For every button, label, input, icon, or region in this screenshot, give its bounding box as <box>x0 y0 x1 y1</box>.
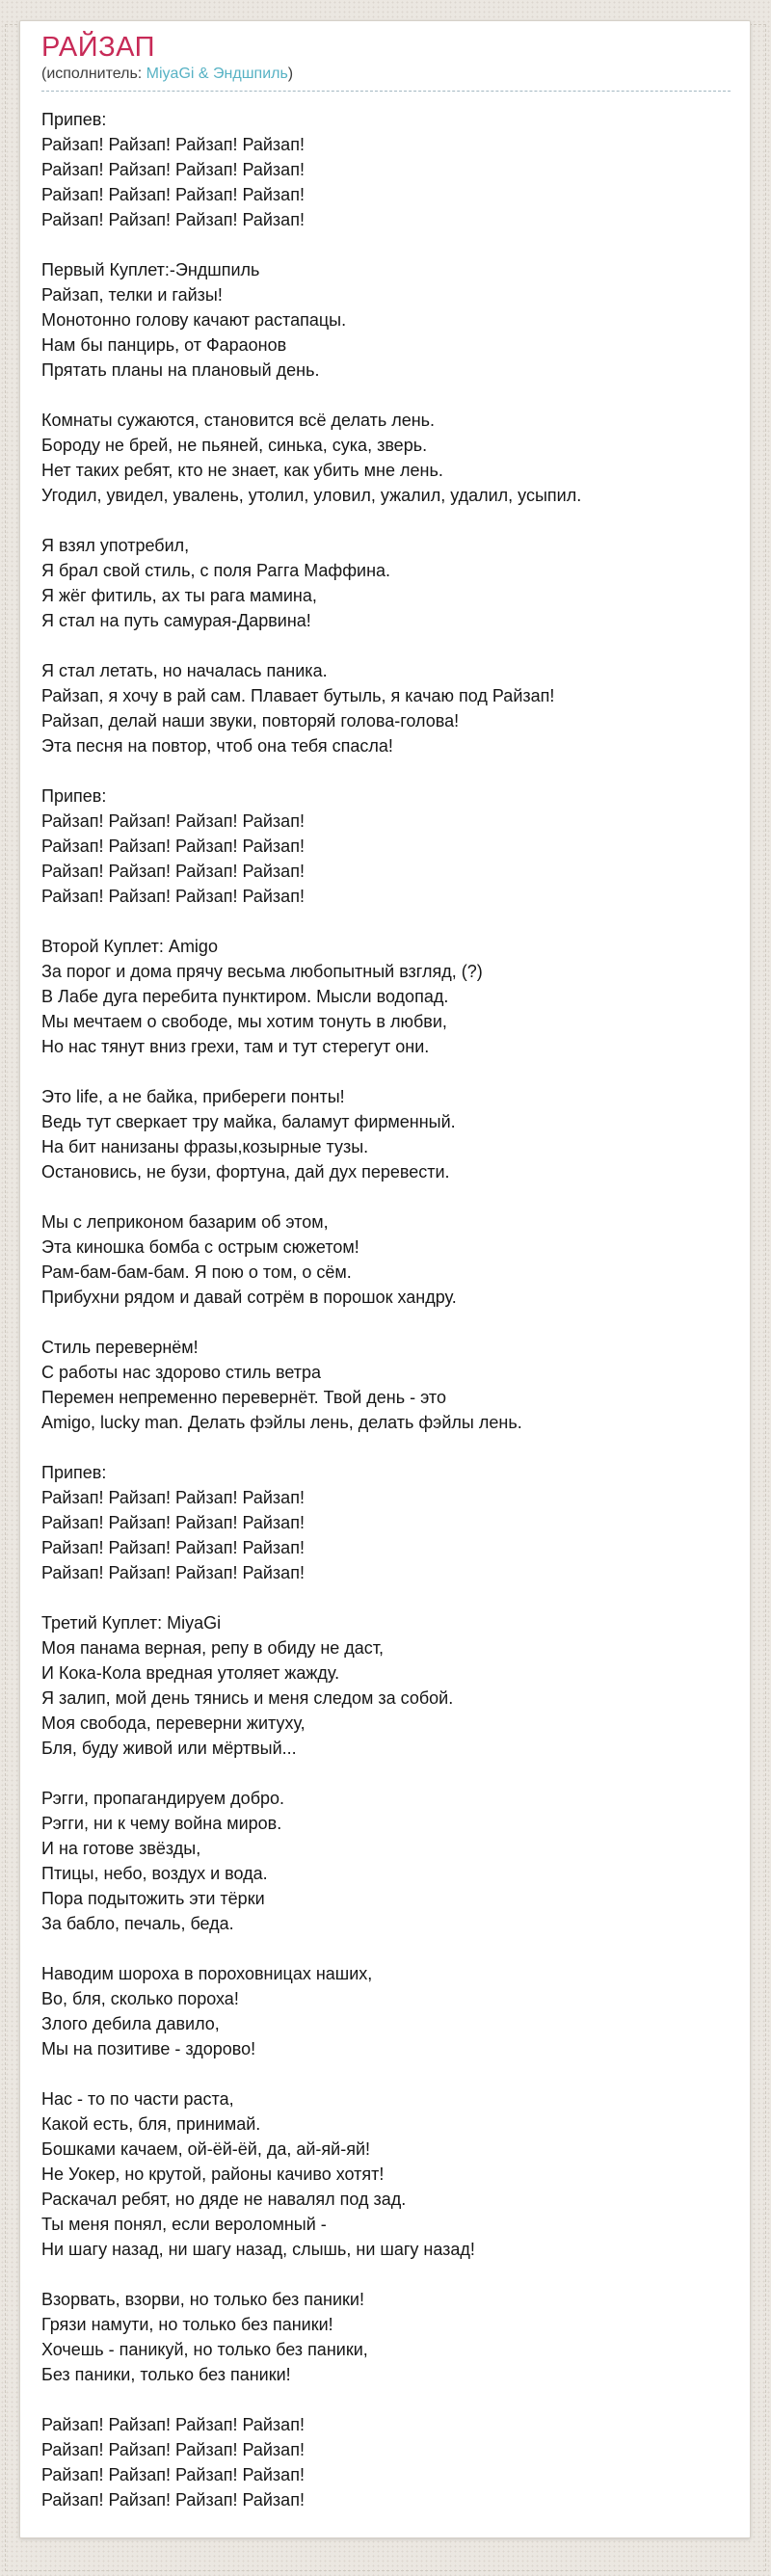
page <box>0 20 771 2576</box>
lyrics-line: Райзап! Райзап! Райзап! Райзап! <box>41 2490 305 2510</box>
lyrics-line: Райзап! Райзап! Райзап! Райзап! <box>41 887 305 906</box>
lyrics-line: Эта киношка бомба с острым сюжетом! <box>41 1237 359 1257</box>
lyrics-line: Райзап! Райзап! Райзап! Райзап! <box>41 185 305 204</box>
lyrics-line: Я стал летать, но началась паника. <box>41 661 328 680</box>
artist-line <box>41 66 731 92</box>
lyrics-line: Бошками качаем, ой-ёй-ёй, да, ай-яй-яй! <box>41 2139 370 2159</box>
lyrics-line: Пора подытожить эти тёрки <box>41 1889 265 1908</box>
lyrics-line: Третий Куплет: MiyaGi <box>41 1613 222 1633</box>
lyrics-line: За бабло, печаль, беда. <box>41 1914 234 1933</box>
lyrics-line: Остановись, не бузи, фортуна, дай дух перевести. <box>41 1162 450 1182</box>
artist-label-prefix: (исполнитель: <box>41 66 146 82</box>
lyrics-line: Монотонно голову качают растапацы. <box>41 310 347 330</box>
lyrics-line: Моя свобода, переверни житуху, <box>41 1713 306 1733</box>
lyrics-line: Прибухни рядом и давай сотрём в порошок хандру. <box>41 1288 457 1307</box>
lyrics-line: И Кока-Кола вредная утоляет жажду. <box>41 1663 340 1683</box>
lyrics-line: Рэгги, ни к чему война миров. <box>41 1814 282 1833</box>
lyrics-line: Без паники, только без паники! <box>41 2365 291 2384</box>
lyrics-line: Угодил, увидел, увалень, утолил, уловил, ужалил, удалил, усыпил. <box>41 486 582 505</box>
lyrics-line: Но нас тянут вниз грехи, там и тут стерегут они. <box>41 1037 430 1056</box>
lyrics-line: Райзап! Райзап! Райзап! Райзап! <box>41 837 305 856</box>
lyrics-line: На бит нанизаны фразы,козырные тузы. <box>41 1137 369 1156</box>
lyrics-line: С работы нас здорово стиль ветра <box>41 1363 322 1382</box>
lyrics-line: Комнаты сужаются, становится всё делать лень. <box>41 411 436 430</box>
lyrics-line: Райзап! Райзап! Райзап! Райзап! <box>41 2440 305 2459</box>
lyrics-line: Это life, а не байка, прибереги понты! <box>41 1087 345 1106</box>
lyrics-text <box>41 107 731 2512</box>
lyrics-line: Птицы, небо, воздух и вода. <box>41 1864 268 1883</box>
lyrics-line: Райзап! Райзап! Райзап! Райзап! <box>41 135 305 154</box>
lyrics-line: Райзап! Райзап! Райзап! Райзап! <box>41 210 305 229</box>
lyrics-line: Райзап! Райзап! Райзап! Райзап! <box>41 1538 305 1557</box>
lyrics-line: Райзап, телки и гайзы! <box>41 285 223 305</box>
lyrics-line: Я взял употребил, <box>41 536 190 555</box>
lyrics-line: Райзап! Райзап! Райзап! Райзап! <box>41 1563 305 1582</box>
lyrics-line: Мы на позитиве - здорово! <box>41 2039 256 2058</box>
song-title: РАЙЗАП <box>41 32 155 63</box>
lyrics-line: Amigo, lucky man. Делать фэйлы лень, делать фэйлы лень. <box>41 1413 522 1432</box>
stanza <box>41 1460 731 1585</box>
stanza <box>41 533 731 633</box>
lyrics-line: Раскачал ребят, но дяде не навалял под зад. <box>41 2190 407 2209</box>
lyrics-line: Я жёг фитиль, ах ты рага мамина, <box>41 586 317 605</box>
lyrics-line: За порог и дома прячу весьма любопытный взгляд, (?) <box>41 962 483 981</box>
lyrics-line: Наводим шороха в пороховницах наших, <box>41 1964 373 1983</box>
lyrics-line: Не Уокер, но крутой, районы качиво хотят! <box>41 2164 385 2184</box>
lyrics-line: Бороду не брей, не пьяней, синька, сука, зверь. <box>41 436 428 455</box>
stanza <box>41 107 731 232</box>
lyrics-line: Нас - то по части раста, <box>41 2089 234 2109</box>
lyrics-line: Райзап, делай наши звуки, повторяй голова-голова! <box>41 711 460 730</box>
lyrics-line: Припев: <box>41 1463 107 1482</box>
lyrics-line: Ни шагу назад, ни шагу назад, слышь, ни шагу назад! <box>41 2240 475 2259</box>
lyrics-line: Рам-бам-бам-бам. Я пою о том, о сём. <box>41 1262 352 1282</box>
lyrics-line: Припев: <box>41 786 107 806</box>
lyrics-line: Нет таких ребят, кто не знает, как убить мне лень. <box>41 461 443 480</box>
stanza <box>41 783 731 909</box>
lyrics-line: Райзап! Райзап! Райзап! Райзап! <box>41 2415 305 2434</box>
lyrics-line: Во, бля, сколько пороха! <box>41 1989 239 2008</box>
lyrics-line: Моя панама верная, репу в обиду не даст, <box>41 1638 385 1658</box>
stanza <box>41 1786 731 1936</box>
lyrics-line: Припев: <box>41 110 107 129</box>
lyrics-line: Райзап! Райзап! Райзап! Райзап! <box>41 160 305 179</box>
lyrics-line: И на готове звёзды, <box>41 1839 201 1858</box>
stanza <box>41 257 731 383</box>
lyrics-line: Райзап! Райзап! Райзап! Райзап! <box>41 862 305 881</box>
lyrics-line: Стиль перевернём! <box>41 1338 199 1357</box>
lyrics-line: Мы мечтаем о свободе, мы хотим тонуть в любви, <box>41 1012 447 1031</box>
stanza <box>41 408 731 508</box>
lyrics-line: Райзап! Райзап! Райзап! Райзап! <box>41 1513 305 1532</box>
stanza <box>41 1209 731 1310</box>
lyrics-line: Я брал свой стиль, с поля Рагга Маффина. <box>41 561 391 580</box>
lyrics-line: Райзап, я хочу в рай сам. Плавает бутыль, я качаю под Райзап! <box>41 686 555 705</box>
lyrics-line: Ведь тут сверкает тру майка, баламут фирменный. <box>41 1112 456 1131</box>
lyrics-line: Я стал на путь самурая-Дарвина! <box>41 611 311 630</box>
stanza <box>41 1084 731 1184</box>
lyrics-line: Мы с леприконом базарим об этом, <box>41 1212 329 1232</box>
stanza <box>41 1610 731 1761</box>
stanza <box>41 2086 731 2262</box>
lyrics-line: Второй Куплет: Amigo <box>41 937 218 956</box>
lyrics-line: Первый Куплет:-Эндшпиль <box>41 260 260 279</box>
stanza <box>41 658 731 758</box>
lyrics-line: Бля, буду живой или мёртвый... <box>41 1739 297 1758</box>
lyrics-line: В Лабе дуга перебита пунктиром. Мысли водопад. <box>41 987 449 1006</box>
artist-label-suffix: ) <box>287 66 294 82</box>
stanza <box>41 2412 731 2512</box>
lyrics-line: Райзап! Райзап! Райзап! Райзап! <box>41 2465 305 2484</box>
lyrics-line: Перемен непременно перевернёт. Твой день - это <box>41 1388 446 1407</box>
stanza <box>41 1961 731 2061</box>
artist-link[interactable]: MiyaGi & Эндшпиль <box>146 66 288 82</box>
stanza <box>41 2287 731 2387</box>
lyrics-line: Ты меня понял, если вероломный - <box>41 2215 327 2234</box>
lyrics-line: Райзап! Райзап! Райзап! Райзап! <box>41 1488 305 1507</box>
lyrics-line: Прятать планы на плановый день. <box>41 360 320 380</box>
lyrics-line: Хочешь - паникуй, но только без паники, <box>41 2340 368 2359</box>
lyrics-line: Нам бы панцирь, от Фараонов <box>41 335 287 355</box>
lyrics-line: Эта песня на повтор, чтоб она тебя спасла! <box>41 736 393 756</box>
lyrics-line: Рэгги, пропагандируем добро. <box>41 1789 285 1808</box>
lyrics-line: Я залип, мой день тянись и меня следом за собой. <box>41 1688 454 1708</box>
stanza <box>41 934 731 1059</box>
lyrics-line: Райзап! Райзап! Райзап! Райзап! <box>41 811 305 831</box>
stanza <box>41 1335 731 1435</box>
lyrics-line: Злого дебила давило, <box>41 2014 220 2033</box>
lyrics-line: Грязи намути, но только без паники! <box>41 2315 333 2334</box>
lyrics-line: Какой есть, бля, принимай. <box>41 2114 261 2134</box>
lyrics-card <box>19 20 751 2538</box>
lyrics-line: Взорвать, взорви, но только без паники! <box>41 2290 364 2309</box>
